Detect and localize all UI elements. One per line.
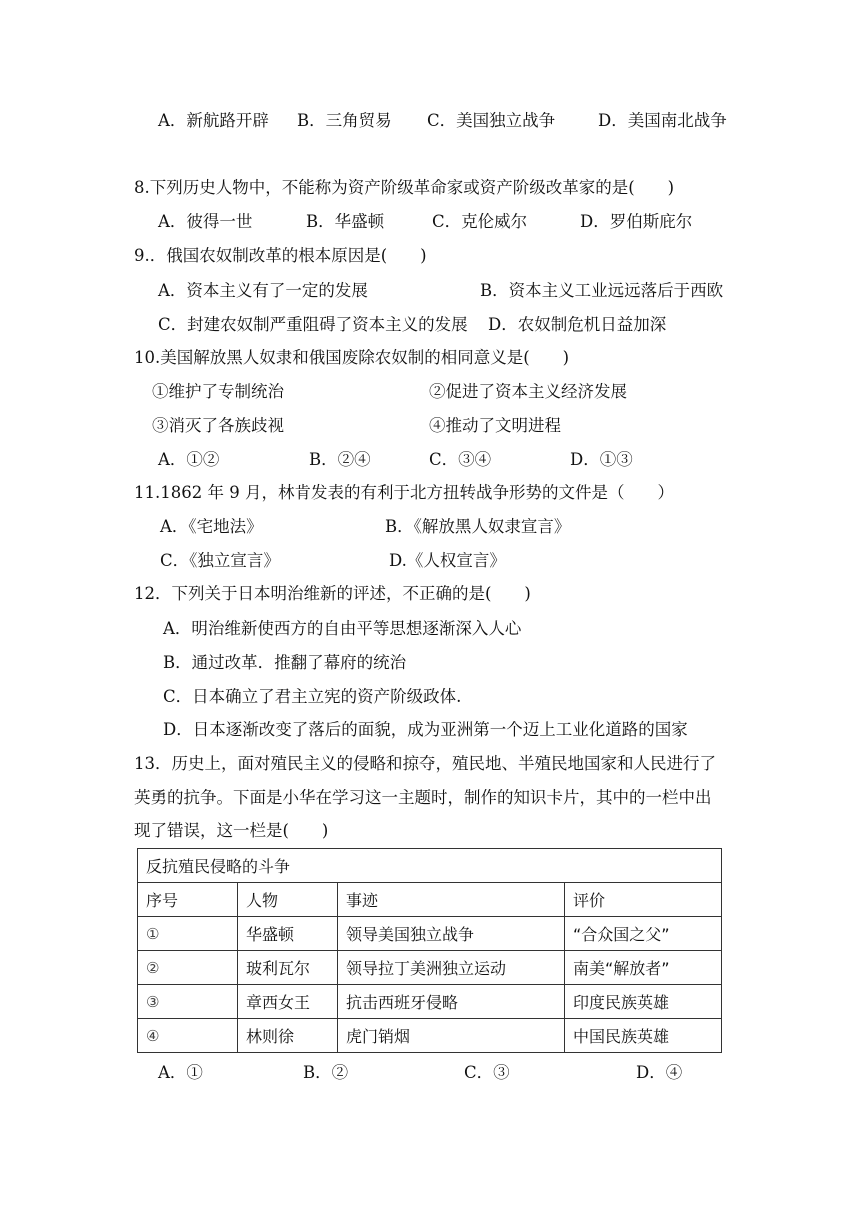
table-row <box>138 985 722 1019</box>
q7-option-a: A．新航路开辟 <box>158 111 269 130</box>
header-evaluation: 评价 <box>565 883 722 917</box>
q12-option-a: A．明治维新使西方的自由平等思想逐渐深入人心 <box>163 619 522 638</box>
table-row <box>138 1019 722 1053</box>
q10-stem: 10.美国解放黑人奴隶和俄国废除农奴制的相同意义是( ) <box>134 348 570 367</box>
q10-item-1: ①维护了专制统治 <box>152 382 284 401</box>
table-title-row <box>138 849 722 883</box>
q9-stem: 9.．俄国农奴制改革的根本原因是( ) <box>134 246 427 265</box>
row-person: 章西女王 <box>238 985 338 1019</box>
table-header-row <box>138 883 722 917</box>
q11-stem: 11.1862 年 9 月，林肯发表的有利于北方扭转战争形势的文件是（ ） <box>134 483 674 502</box>
row-index: ④ <box>138 1019 238 1053</box>
q10-item-2: ②促进了资本主义经济发展 <box>429 382 627 401</box>
q11-option-d: D.《人权宣言》 <box>389 551 506 570</box>
row-index: ③ <box>138 985 238 1019</box>
q13-option-d: D．④ <box>636 1063 683 1082</box>
row-deeds: 虎门销烟 <box>338 1019 565 1053</box>
table-row <box>138 951 722 985</box>
q8-option-c: C．克伦威尔 <box>432 212 528 231</box>
row-index: ② <box>138 951 238 985</box>
q12-option-d: D．日本逐渐改变了落后的面貌，成为亚洲第一个迈上工业化道路的国家 <box>163 720 688 739</box>
q13-option-c: C．③ <box>464 1063 510 1082</box>
q9-option-b: B．资本主义工业远远落后于西欧 <box>480 281 724 300</box>
q9-option-c: C．封建农奴制严重阻碍了资本主义的发展 <box>158 315 468 334</box>
row-deeds: 领导拉丁美洲独立运动 <box>338 951 565 985</box>
q7-option-c: C．美国独立战争 <box>427 111 556 130</box>
q11-option-c: C．《独立宣言》 <box>160 551 280 570</box>
header-index: 序号 <box>138 883 238 917</box>
row-person: 林则徐 <box>238 1019 338 1053</box>
q8-stem: 8.下列历史人物中，不能称为资产阶级革命家或资产阶级改革家的是( ) <box>134 178 675 197</box>
q13-option-b: B．② <box>303 1063 349 1082</box>
row-evaluation: 中国民族英雄 <box>565 1019 722 1053</box>
q11-option-a: A．《宅地法》 <box>160 517 263 536</box>
q13-stem-line-3: 现了错误，这一栏是( ) <box>134 821 329 840</box>
table-title: 反抗殖民侵略的斗争 <box>138 849 722 883</box>
q7-option-d: D．美国南北战争 <box>598 111 727 130</box>
table-row <box>138 917 722 951</box>
row-evaluation: 南美“解放者” <box>565 951 722 985</box>
q10-option-d: D．①③ <box>570 450 633 469</box>
q9-option-a: A．资本主义有了一定的发展 <box>158 281 368 300</box>
q12-option-c: C．日本确立了君主立宪的资产阶级政体. <box>163 687 462 706</box>
q13-option-a: A．① <box>158 1063 203 1082</box>
row-person: 玻利瓦尔 <box>238 951 338 985</box>
q9-option-d: D．农奴制危机日益加深 <box>488 315 667 334</box>
row-person: 华盛顿 <box>238 917 338 951</box>
q10-option-c: C．③④ <box>429 450 492 469</box>
header-person: 人物 <box>238 883 338 917</box>
q12-stem: 12．下列关于日本明治维新的评述，不正确的是( ) <box>134 584 531 603</box>
q13-stem-line-1: 13．历史上，面对殖民主义的侵略和掠夺，殖民地、半殖民地国家和人民进行了 <box>134 754 716 773</box>
row-evaluation: 印度民族英雄 <box>565 985 722 1019</box>
knowledge-card-table <box>137 848 722 1053</box>
row-index: ① <box>138 917 238 951</box>
q12-option-b: B．通过改革．推翻了幕府的统治 <box>163 653 407 672</box>
q11-option-b: B．《解放黑人奴隶宣言》 <box>385 517 571 536</box>
q8-option-a: A．彼得一世 <box>158 212 253 231</box>
q10-item-3: ③消灭了各族歧视 <box>152 416 284 435</box>
q13-stem-line-2: 英勇的抗争。下面是小华在学习这一主题时，制作的知识卡片，其中的一栏中出 <box>134 788 712 807</box>
q8-option-b: B．华盛顿 <box>306 212 385 231</box>
q8-option-d: D．罗伯斯庇尔 <box>580 212 693 231</box>
row-evaluation: “合众国之父” <box>565 917 722 951</box>
q10-option-b: B．②④ <box>309 450 371 469</box>
q10-item-4: ④推动了文明进程 <box>429 416 561 435</box>
q7-option-b: B．三角贸易 <box>297 111 392 130</box>
row-deeds: 领导美国独立战争 <box>338 917 565 951</box>
header-deeds: 事迹 <box>338 883 565 917</box>
q10-option-a: A．①② <box>158 450 220 469</box>
row-deeds: 抗击西班牙侵略 <box>338 985 565 1019</box>
